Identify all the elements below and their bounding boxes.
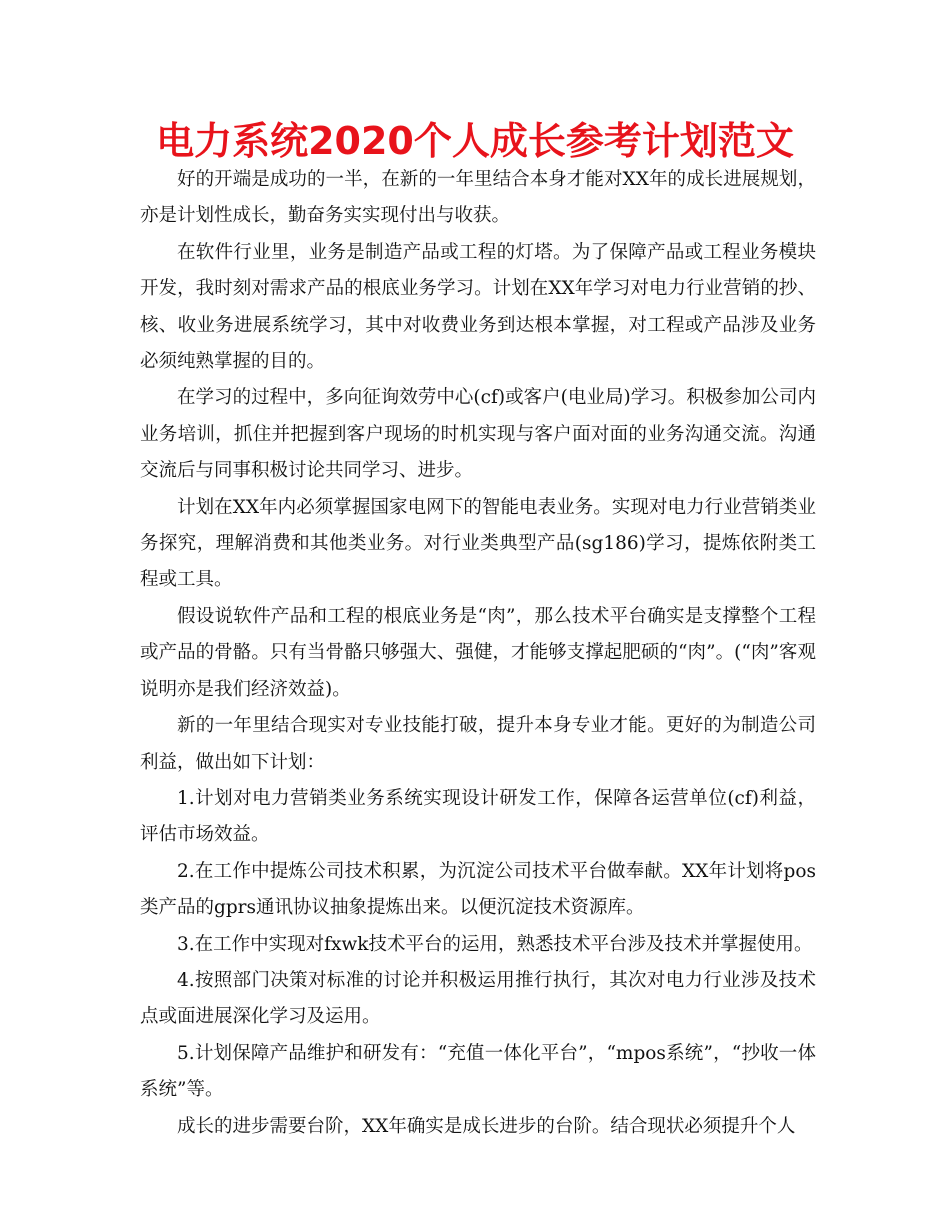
document-body	[140, 162, 816, 1145]
list-item: 5.计划保障产品维护和研发有：“充值一体化平台”，“mpos系统”，“抄收一体系统”等。	[140, 1042, 816, 1101]
paragraph: 假设说软件产品和工程的根底业务是“肉”，那么技术平台确实是支撑整个工程或产品的骨骼。只有当骨骼只够强大、强健，才能够支撑起肥硕的“肉”。(“肉”客观说明亦是我们经济效益)。	[140, 605, 816, 700]
list-item: 2.在工作中提炼公司技术积累，为沉淀公司技术平台做奉献。XX年计划将pos类产品的gprs通讯协议抽象提炼出来。以便沉淀技术资源库。	[140, 860, 816, 919]
paragraph: 在学习的过程中，多向征询效劳中心(cf)或客户(电业局)学习。积极参加公司内业务培训，抓住并把握到客户现场的时机实现与客户面对面的业务沟通交流。沟通交流后与同事积极讨论共同学习、进步。	[140, 387, 816, 482]
paragraph: 新的一年里结合现实对专业技能打破，提升本身专业才能。更好的为制造公司利益，做出如下计划：	[140, 715, 816, 773]
paragraph: 在软件行业里，业务是制造产品或工程的灯塔。为了保障产品或工程业务模块开发，我时刻对需求产品的根底业务学习。计划在XX年学习对电力行业营销的抄、核、收业务进展系统学习，其中对收费业务到达根本掌握，对工程或产品涉及业务必须纯熟掌握的目的。	[140, 241, 816, 373]
document-title: 电力系统2020个人成长参考计划范文	[156, 119, 794, 163]
paragraph: 计划在XX年内必须掌握国家电网下的智能电表业务。实现对电力行业营销类业务探究，理解消费和其他类业务。对行业类典型产品(sg186)学习，提炼依附类工程或工具。	[140, 496, 816, 591]
list-item: 4.按照部门决策对标准的讨论并积极运用推行执行，其次对电力行业涉及技术点或面进展深化学习及运用。	[140, 969, 816, 1028]
paragraph: 好的开端是成功的一半，在新的一年里结合本身才能对XX年的成长进展规划，亦是计划性成长，勤奋务实实现付出与收获。	[140, 169, 816, 227]
list-item: 3.在工作中实现对fxwk技术平台的运用，熟悉技术平台涉及技术并掌握使用。	[177, 933, 813, 955]
list-item: 1.计划对电力营销类业务系统实现设计研发工作，保障各运营单位(cf)利益，评估市场效益。	[140, 787, 816, 846]
paragraph: 成长的进步需要台阶，XX年确实是成长进步的台阶。结合现状必须提升个人	[177, 1115, 796, 1137]
